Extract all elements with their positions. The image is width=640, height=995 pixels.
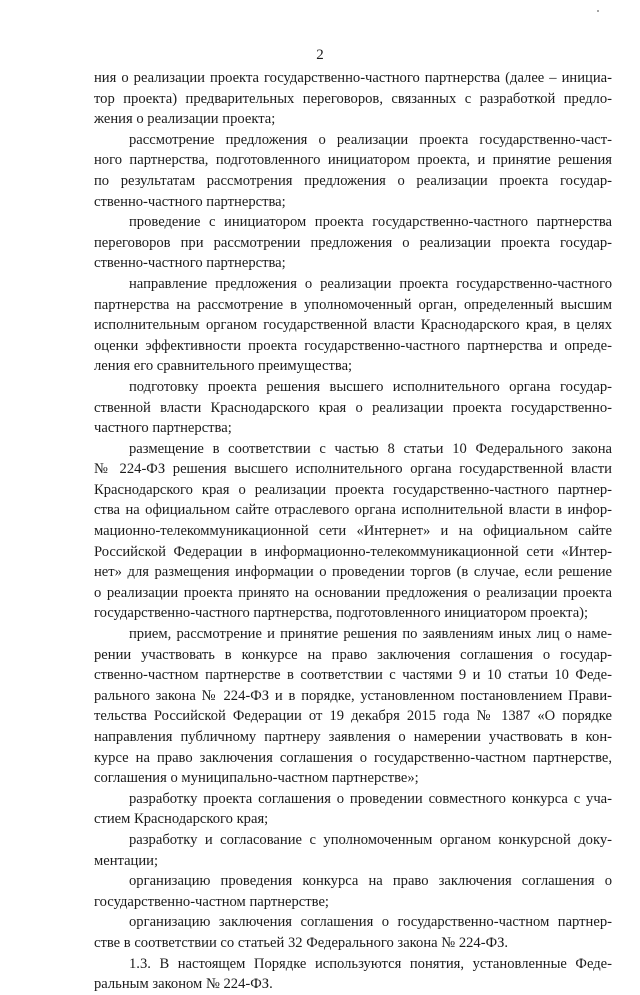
text-line: ления его сравнительного преимущества;: [94, 358, 353, 375]
text-line: тельства Российской Федерации от 19 декабря 2015 года № 1387 «О порядке: [94, 708, 612, 725]
text-line: направление предложения о реализации проекта государственно-частного: [129, 275, 612, 292]
text-line: рального закона № 224-ФЗ и в порядке, установленном постановлением Прави-: [94, 687, 612, 704]
text-line: партнерства на рассмотрение в уполномоченный орган, определенный высшим: [94, 296, 612, 313]
text-line: тор проекта) предварительных переговоров, связанных с разработкой предло-: [94, 90, 612, 107]
text-line: организацию проведения конкурса на право заключения соглашения о: [129, 873, 612, 890]
text-line: рении участвовать в конкурсе на право заключения соглашения о государ-: [94, 646, 612, 663]
body-text: [94, 68, 612, 995]
text-line: размещение в соответствии с частью 8 статьи 10 Федерального закона: [129, 440, 612, 457]
text-line: Российской Федерации в информационно-телекоммуникационной сети «Интер-: [94, 543, 612, 560]
text-line: исполнительным органом государственной власти Краснодарского края, в целях: [94, 317, 612, 334]
text-line: жения о реализации проекта;: [94, 111, 276, 128]
text-line: о реализации проекта принято на основании предложения о реализации проекта: [94, 584, 612, 601]
text-line: рассмотрение предложения о реализации проекта государственно-част-: [129, 131, 612, 148]
text-line: стием Краснодарского края;: [94, 811, 269, 828]
text-line: мационно-телекоммуникационной сети «Интернет» и на официальном сайте: [94, 523, 612, 540]
text-line: ния о реализации проекта государственно-частного партнерства (далее – инициа-: [94, 70, 612, 86]
text-line: Краснодарского края о реализации проекта государственно-частного партнер-: [94, 481, 612, 498]
text-line: частного партнерства;: [94, 420, 232, 437]
text-line: прием, рассмотрение и принятие решения по заявлениям иных лиц о наме-: [129, 626, 612, 643]
text-line: соглашения о муниципально-частном партнерстве»;: [94, 770, 419, 787]
text-line: разработку и согласование с уполномоченным органом конкурсной доку-: [129, 831, 612, 848]
text-line: нет» для размещения информации о проведении торгов (в случае, если решение: [94, 564, 612, 581]
text-line: ственно-частного партнерства;: [94, 255, 286, 272]
text-line: разработку проекта соглашения о проведении совместного конкурса с уча-: [129, 790, 612, 807]
text-line: проведение с инициатором проекта государственно-частного партнерства: [129, 214, 612, 231]
text-line: государственно-частном партнерстве;: [94, 893, 329, 910]
text-line: курсе на право заключения соглашения о государственно-частном партнерстве,: [94, 749, 612, 766]
text-line: ментации;: [94, 852, 159, 869]
text-line: ственно-частного партнерства;: [94, 193, 286, 210]
scan-dot-mark: [597, 10, 599, 12]
text-line: ного партнерства, подготовленного инициатором проекта, и принятие решения: [94, 152, 612, 169]
text-line: № 224-ФЗ решения высшего исполнительного органа государственной власти: [94, 461, 612, 478]
text-line: стве в соответствии со статьей 32 Федерального закона № 224-ФЗ.: [94, 934, 509, 951]
text-line: оценки эффективности проекта государственно-частного партнерства и опреде-: [94, 337, 612, 354]
text-line: по результатам рассмотрения предложения о реализации проекта государ-: [94, 172, 612, 189]
text-line: ства на официальном сайте отраслевого органа исполнительной власти в инфор-: [94, 502, 612, 519]
text-line: 1.3. В настоящем Порядке используются понятия, установленные Феде-: [129, 955, 612, 972]
text-line: организацию заключения соглашения о государственно-частном партнер-: [129, 914, 612, 931]
text-line: ральным законом № 224-ФЗ.: [94, 976, 273, 993]
page-number: 2: [316, 47, 324, 63]
text-line: переговоров при рассмотрении предложения о реализации проекта государ-: [94, 234, 612, 251]
text-line: ственно-частном партнерстве в соответствии с частями 9 и 10 статьи 10 Феде-: [94, 667, 612, 684]
text-line: государственно-частного партнерства, подготовленного инициатором проекта);: [94, 605, 589, 622]
text-line: ственной власти Краснодарского края о реализации проекта государственно-: [94, 399, 612, 416]
text-line: направления публичному партнеру заявления о намерении участвовать в кон-: [94, 729, 612, 745]
text-line: подготовку проекта решения высшего исполнительного органа государ-: [129, 378, 612, 395]
